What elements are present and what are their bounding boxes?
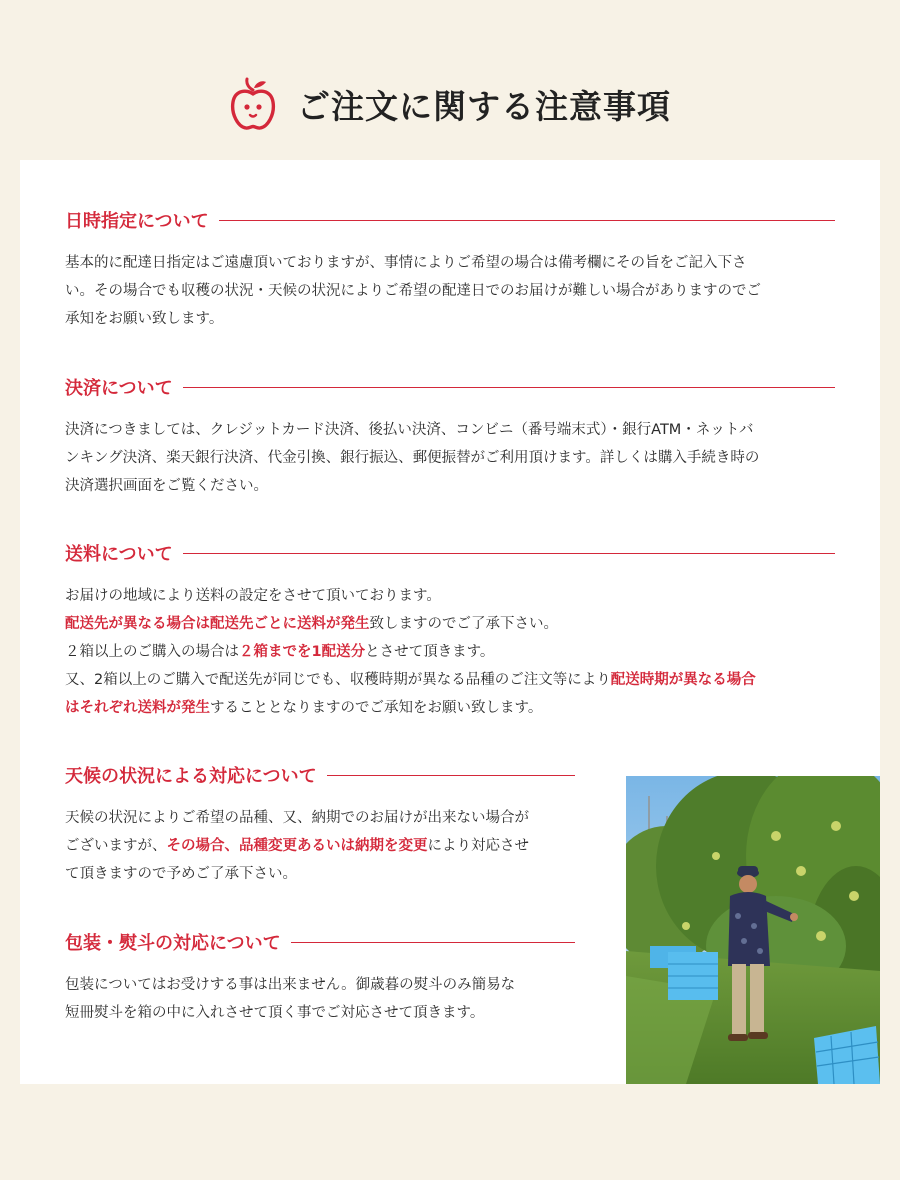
section-heading bbox=[65, 205, 835, 235]
body-text: 又、2箱以上のご購入で配送先が同じでも、収穫時期が異なる品種のご注文等により bbox=[65, 672, 611, 688]
section-payment bbox=[65, 372, 835, 500]
highlight-text: 配送先が異なる場合は配送先ごとに送料が発生 bbox=[65, 616, 370, 632]
section-body bbox=[65, 804, 575, 888]
highlight-text: はそれぞれ送料が発生 bbox=[65, 700, 210, 716]
body-line: 決済選択画面をご覧ください。 bbox=[65, 478, 268, 494]
body-line: 短冊熨斗を箱の中に入れさせて頂く事でご対応させて頂きます。 bbox=[65, 1005, 485, 1021]
body-line: 包装についてはお受けする事は出来ません。御歳暮の熨斗のみ簡易な bbox=[65, 977, 516, 993]
section-weather bbox=[65, 760, 575, 888]
body-line bbox=[65, 832, 575, 860]
body-line bbox=[65, 666, 835, 694]
orchard-farmer-photo bbox=[626, 776, 880, 1084]
body-line bbox=[65, 694, 835, 722]
highlight-text: その場合、品種変更あるいは納期を変更 bbox=[166, 838, 428, 854]
section-heading bbox=[65, 372, 835, 402]
page-header bbox=[0, 72, 900, 136]
content-card bbox=[20, 160, 880, 1084]
heading-divider bbox=[183, 387, 835, 388]
body-line bbox=[65, 610, 835, 638]
body-text: 致しますのでご了承下さい。 bbox=[369, 616, 558, 632]
highlight-text: 配送時期が異なる場合 bbox=[610, 672, 756, 688]
body-text: ございますが、 bbox=[65, 838, 167, 854]
section-title: 決済について bbox=[65, 378, 173, 399]
section-title: 日時指定について bbox=[65, 211, 209, 232]
section-body bbox=[65, 971, 575, 1027]
body-line: 決済につきましては、クレジットカード決済、後払い決済、コンビニ（番号端末式）・銀行ATM・ネットバ bbox=[65, 422, 754, 438]
section-heading bbox=[65, 538, 835, 568]
section-body bbox=[65, 249, 835, 333]
body-text: により対応させ bbox=[427, 838, 529, 854]
apple-icon bbox=[229, 76, 277, 132]
heading-divider bbox=[183, 553, 835, 554]
section-shipping bbox=[65, 538, 835, 722]
section-heading bbox=[65, 760, 575, 790]
section-delivery-date bbox=[65, 205, 835, 333]
body-text: ２箱以上のご購入の場合は bbox=[65, 644, 239, 660]
heading-divider bbox=[219, 220, 835, 221]
heading-divider bbox=[291, 942, 575, 943]
heading-divider bbox=[327, 775, 575, 776]
body-line: 天候の状況によりご希望の品種、又、納期でのお届けが出来ない場合が bbox=[65, 810, 529, 826]
body-text: することとなりますのでご承知をお願い致します。 bbox=[210, 700, 543, 716]
section-body bbox=[65, 582, 835, 722]
body-line: お届けの地域により送料の設定をさせて頂いております。 bbox=[65, 588, 441, 604]
body-line: 基本的に配達日指定はご遠慮頂いておりますが、事情によりご希望の場合は備考欄にその旨をご記入下さ bbox=[65, 255, 747, 271]
section-title: 包装・熨斗の対応について bbox=[65, 933, 281, 954]
body-line: い。その場合でも収穫の状況・天候の状況によりご希望の配達日でのお届けが難しい場合がありますのでご bbox=[65, 283, 761, 299]
section-title: 天候の状況による対応について bbox=[65, 766, 317, 787]
section-heading bbox=[65, 927, 575, 957]
body-text: とさせて頂きます。 bbox=[365, 644, 495, 660]
highlight-text: ２箱までを1配送分 bbox=[239, 644, 366, 660]
body-line bbox=[65, 638, 835, 666]
page-title: ご注文に関する注意事項 bbox=[297, 86, 671, 126]
section-body bbox=[65, 416, 835, 500]
section-wrapping bbox=[65, 927, 575, 1027]
body-line: 承知をお願い致します。 bbox=[65, 311, 224, 327]
section-title: 送料について bbox=[65, 544, 173, 565]
body-line: て頂きますので予めご了承下さい。 bbox=[65, 866, 297, 882]
body-line: ンキング決済、楽天銀行決済、代金引換、銀行振込、郵便振替がご利用頂けます。詳しくは購入手続き時の bbox=[65, 450, 760, 466]
